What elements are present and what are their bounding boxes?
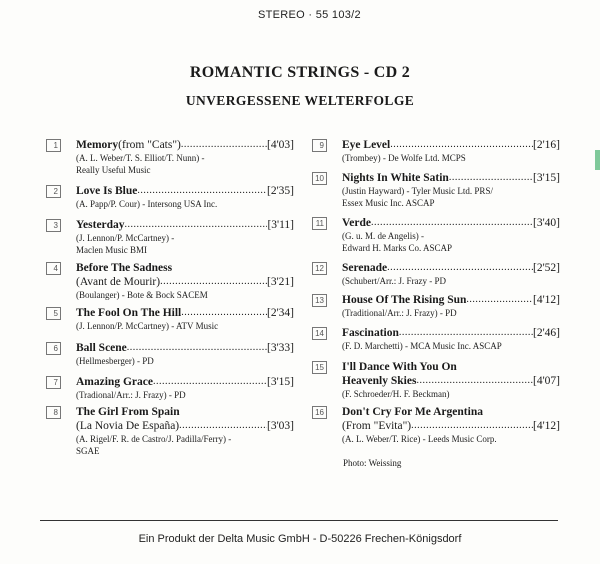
track-credit: (A. L. Weber/T. Rice) - Leeds Music Corp.: [342, 434, 497, 444]
track-title: Ball Scene: [76, 342, 127, 354]
track-duration: [4'12]: [533, 420, 560, 432]
album-subtitle: UNVERGESSENE WELTERFOLGE: [185, 93, 415, 108]
track-title: Don't Cry For Me Argentina: [342, 406, 483, 418]
track-number: 13: [312, 294, 327, 307]
track-subtitle: (Avant de Mourir): [76, 276, 161, 288]
track-number: 9: [312, 139, 327, 152]
track-number: 7: [46, 376, 61, 389]
dot-leader: [411, 419, 533, 433]
dot-leader: [466, 293, 533, 307]
track-credit: (Hellmesberger) - PD: [76, 356, 154, 366]
dot-leader: [416, 374, 533, 388]
track-duration: [2'35]: [267, 185, 294, 197]
track-duration: [4'03]: [267, 139, 294, 151]
catalog-number: STEREO · 55 103/2: [258, 9, 361, 21]
track-credit: (Tradional/Arr.: J. Frazy) - PD: [76, 390, 186, 400]
track-title: Before The Sadness: [76, 262, 173, 274]
dot-leader: [387, 261, 533, 275]
track-number: 14: [312, 327, 327, 340]
track-number: 1: [46, 139, 61, 152]
track-title: The Fool On The Hill: [76, 307, 182, 319]
dot-leader: [399, 326, 533, 340]
track-title: Eye Level: [342, 139, 391, 151]
dot-leader: [181, 306, 267, 320]
track-credit: (F. Schroeder/H. F. Beckman): [342, 389, 450, 399]
dot-leader: [127, 341, 267, 355]
track-number: 3: [46, 219, 61, 232]
track-duration: [3'03]: [267, 420, 294, 432]
track-title-note: (from "Cats"): [118, 139, 181, 151]
track-credit: (A. L. Weber/T. S. Elliot/T. Nunn) -: [76, 153, 205, 163]
track-number: 10: [312, 172, 327, 185]
track-duration: [3'21]: [267, 276, 294, 288]
track-credit: Really Useful Music: [76, 165, 151, 175]
dot-leader: [390, 138, 533, 152]
track-duration: [3'15]: [267, 376, 294, 388]
track-duration: [4'07]: [533, 375, 560, 387]
track-credit: SGAE: [76, 446, 100, 456]
track-duration: [3'11]: [267, 219, 294, 231]
dot-leader: [160, 275, 267, 289]
track-duration: [3'40]: [533, 217, 560, 229]
divider: [40, 520, 558, 521]
track-number: 12: [312, 262, 327, 275]
track-duration: [2'52]: [533, 262, 560, 274]
track-subtitle: (From "Evita"): [342, 420, 412, 432]
scan-edge-mark: [595, 150, 600, 170]
track-credit: (Traditional/Arr.: J. Frazy) - PD: [342, 308, 457, 318]
track-number: 8: [46, 406, 61, 419]
track-number: 4: [46, 262, 61, 275]
track-number: 16: [312, 406, 327, 419]
track-duration: [2'46]: [533, 327, 560, 339]
track-number: 15: [312, 361, 327, 374]
track-title: Love Is Blue: [76, 185, 138, 197]
track-title: Memory: [76, 139, 119, 151]
track-duration: [4'12]: [533, 294, 560, 306]
track-credit: (J. Lennon/P. McCartney) - ATV Music: [76, 321, 219, 331]
track-credit: (A. Rigel/F. R. de Castro/J. Padilla/Ferry) -: [76, 434, 232, 444]
track-credit: (Boulanger) - Bote & Bock SACEM: [76, 290, 208, 300]
track-subtitle: (La Novia De España): [76, 420, 180, 432]
track-number: 6: [46, 342, 61, 355]
track-credit: (F. D. Marchetti) - MCA Music Inc. ASCAP: [342, 341, 502, 351]
track-credit: (Trombey) - De Wolfe Ltd. MCPS: [342, 153, 466, 163]
dot-leader: [153, 375, 267, 389]
track-credit: Essex Music Inc. ASCAP: [342, 198, 435, 208]
dot-leader: [179, 419, 267, 433]
track-title: Amazing Grace: [76, 376, 153, 388]
track-number: 5: [46, 307, 61, 320]
track-subtitle: Heavenly Skies: [342, 375, 417, 387]
track-duration: [2'34]: [267, 307, 294, 319]
track-credit: (J. Lennon/P. McCartney) -: [76, 233, 175, 243]
dot-leader: [137, 184, 267, 198]
track-credit: (Schubert/Arr.: J. Frazy - PD: [342, 276, 446, 286]
track-title: Yesterday: [76, 219, 125, 231]
track-title: House Of The Rising Sun: [342, 294, 467, 306]
track-title: Nights In White Satin: [342, 172, 449, 184]
track-duration: [3'33]: [267, 342, 294, 354]
track-title: Fascination: [342, 327, 399, 339]
album-title: ROMANTIC STRINGS - CD 2: [189, 64, 411, 81]
track-credit: Edward H. Marks Co. ASCAP: [342, 243, 453, 253]
track-credit: (A. Papp/P. Cour) - Intersong USA Inc.: [76, 199, 218, 209]
track-duration: [3'15]: [533, 172, 560, 184]
track-title: The Girl From Spain: [76, 406, 180, 418]
track-title: Verde: [342, 217, 371, 229]
track-title: I'll Dance With You On: [342, 361, 457, 373]
track-duration: [2'16]: [533, 139, 560, 151]
track-credit: (G. u. M. de Angelis) -: [342, 231, 424, 241]
track-number: 11: [312, 217, 327, 230]
track-title: Serenade: [342, 262, 388, 274]
track-credit: (Justin Hayward) - Tyler Music Ltd. PRS/: [342, 186, 493, 196]
dot-leader: [371, 216, 533, 230]
photo-credit: Photo: Weissing: [343, 458, 402, 468]
dot-leader: [125, 218, 268, 232]
track-credit: Maclen Music BMI: [76, 245, 147, 255]
dot-leader: [449, 171, 533, 185]
footer-text: Ein Produkt der Delta Music GmbH - D-50226 Frechen-Königsdorf: [138, 533, 462, 545]
track-number: 2: [46, 185, 61, 198]
dot-leader: [181, 138, 267, 152]
